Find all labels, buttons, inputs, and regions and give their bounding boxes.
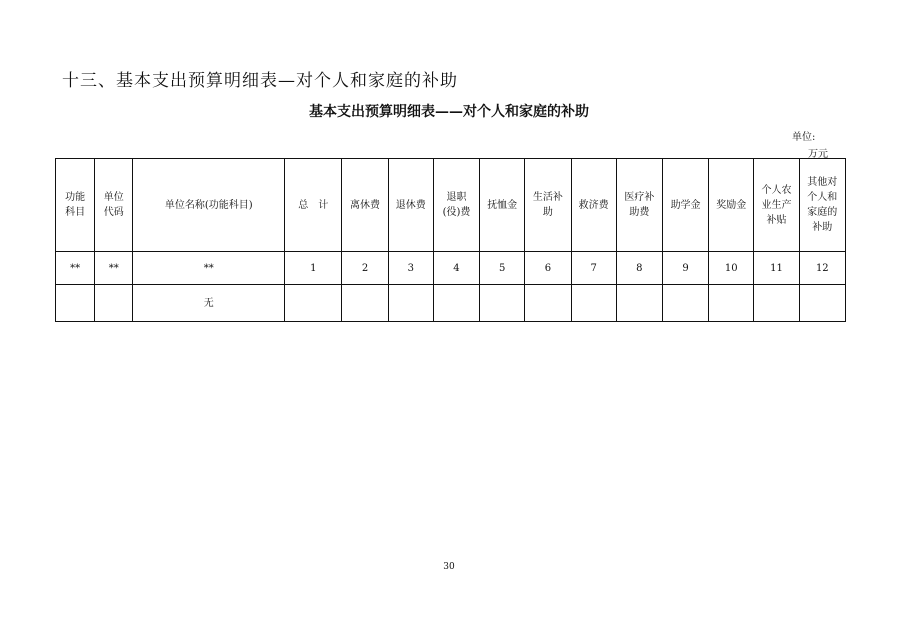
index-cell: 5: [480, 252, 525, 285]
header-cell: 其他对个人和家庭的补助: [799, 159, 845, 252]
index-cell: 6: [525, 252, 571, 285]
header-row: [56, 159, 846, 252]
index-cell: 2: [342, 252, 388, 285]
header-cell: 奖励金: [709, 159, 754, 252]
table-row: [56, 285, 846, 322]
index-cell: **: [133, 252, 285, 285]
index-cell: 3: [388, 252, 433, 285]
data-cell: [662, 285, 708, 322]
header-cell: 总 计: [285, 159, 342, 252]
index-cell: **: [95, 252, 133, 285]
data-cell: 无: [133, 285, 285, 322]
index-cell: 4: [433, 252, 479, 285]
header-cell: 救济费: [571, 159, 616, 252]
header-cell: 个人农业生产补贴: [754, 159, 799, 252]
data-cell: [342, 285, 388, 322]
data-cell: [571, 285, 616, 322]
index-cell: 10: [709, 252, 754, 285]
page-number: 30: [443, 562, 455, 572]
header-cell: 退休费: [388, 159, 433, 252]
data-cell: [616, 285, 662, 322]
header-cell: 抚恤金: [480, 159, 525, 252]
header-cell: 生活补助: [525, 159, 571, 252]
data-cell: [754, 285, 799, 322]
header-cell: 单位名称(功能科目): [133, 159, 285, 252]
data-cell: [709, 285, 754, 322]
data-cell: [56, 285, 95, 322]
index-cell: 12: [799, 252, 845, 285]
index-row: [56, 252, 846, 285]
data-cell: [95, 285, 133, 322]
data-cell: [799, 285, 845, 322]
index-cell: 8: [616, 252, 662, 285]
header-cell: 医疗补助费: [616, 159, 662, 252]
table-title: 基本支出预算明细表——对个人和家庭的补助: [309, 104, 589, 120]
budget-table: [55, 158, 846, 322]
index-cell: 1: [285, 252, 342, 285]
unit-value: 万元: [808, 149, 828, 160]
index-cell: 11: [754, 252, 799, 285]
index-cell: 7: [571, 252, 616, 285]
data-cell: [433, 285, 479, 322]
unit-label: 单位:: [792, 132, 816, 143]
data-cell: [285, 285, 342, 322]
data-cell: [388, 285, 433, 322]
header-cell: 退职(役)费: [433, 159, 479, 252]
section-heading: 十三、基本支出预算明细表—对个人和家庭的补助: [62, 71, 458, 91]
index-cell: **: [56, 252, 95, 285]
header-cell: 离休费: [342, 159, 388, 252]
header-cell: 单位代码: [95, 159, 133, 252]
index-cell: 9: [662, 252, 708, 285]
header-cell: 功能科目: [56, 159, 95, 252]
data-cell: [480, 285, 525, 322]
header-cell: 助学金: [662, 159, 708, 252]
data-cell: [525, 285, 571, 322]
